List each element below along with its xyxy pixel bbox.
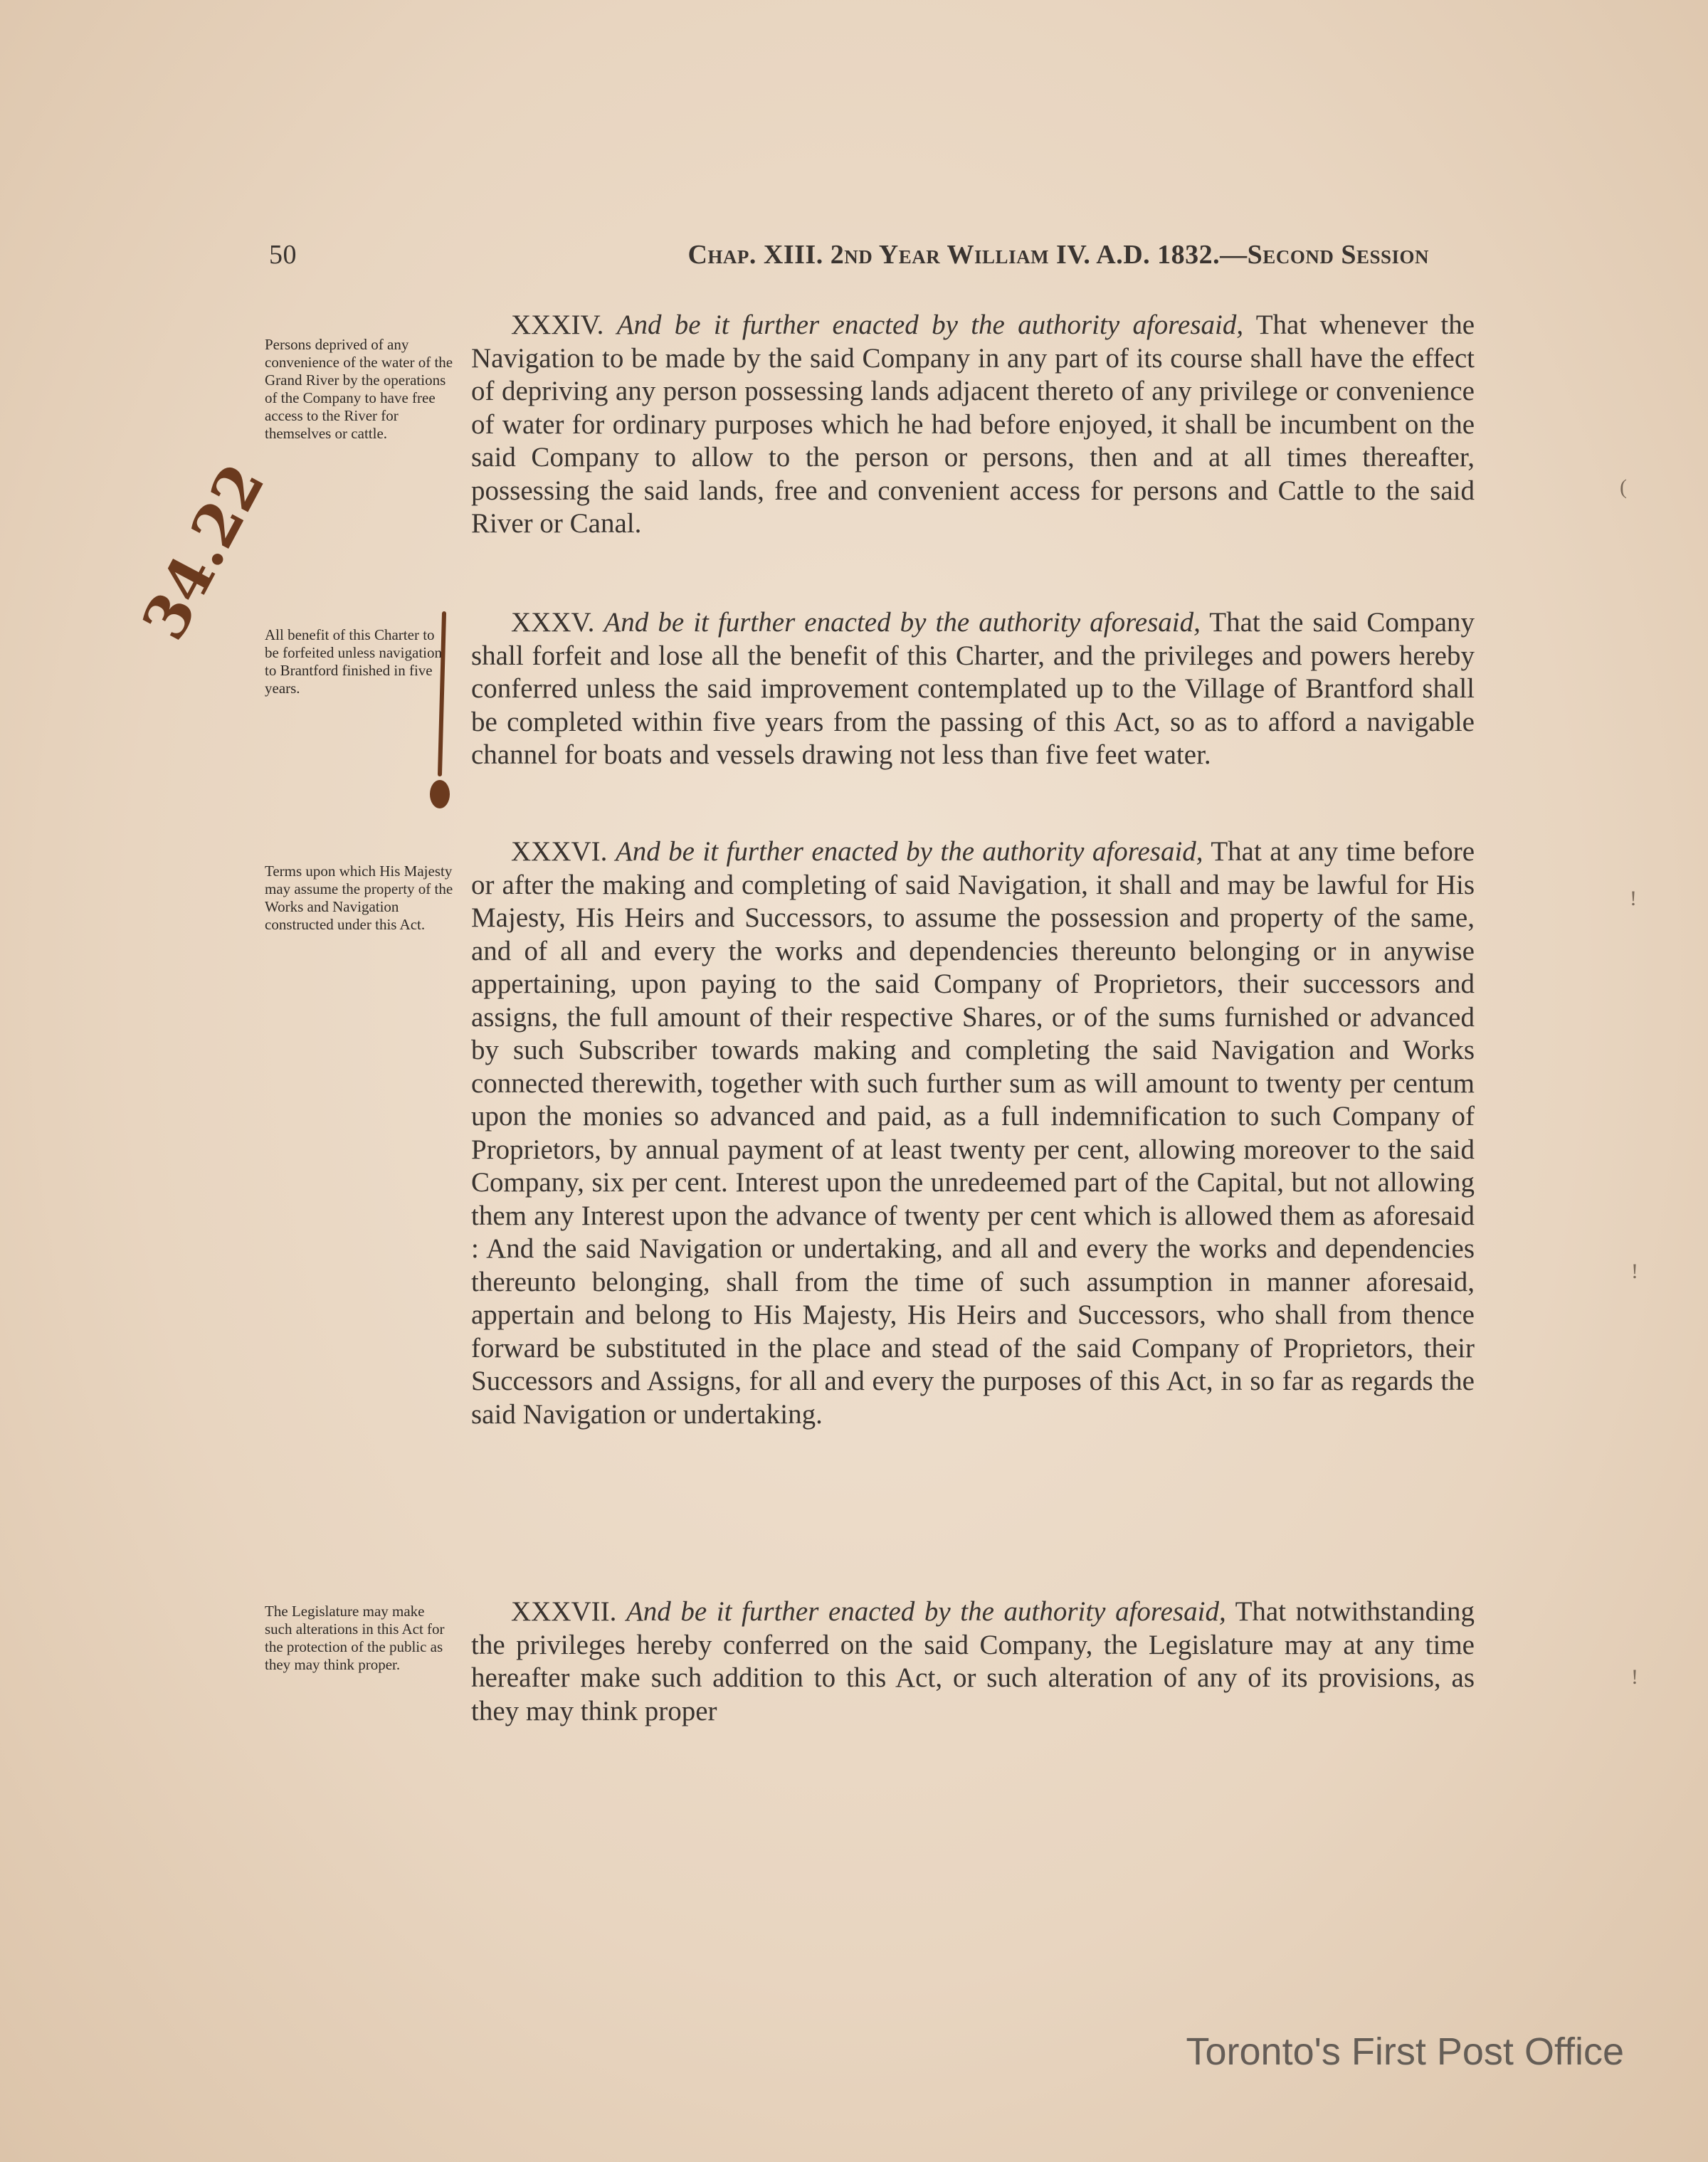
margin-note-xxxv: All benefit of this Charter to be forfeited unless navigation to Brantford finished in five years. <box>265 626 443 697</box>
enacting-clause: And be it further enacted by the authority aforesaid, <box>626 1596 1226 1627</box>
margin-note-xxxiv: Persons deprived of any convenience of the water of the Grand River by the operations of the Company to have free access to the River for themselves or cattle. <box>265 336 453 442</box>
section-xxxvi <box>471 835 1475 1431</box>
section-text: That notwithstanding the privileges hereby conferred on the said Company, the Legislature may at any time hereafter make such addition to this Act, or such alteration of any of its provisions, as they may think proper <box>471 1596 1475 1726</box>
handwritten-annotation: 34.22 <box>128 452 278 651</box>
section-text: That at any time before or after the making and completing of said Navigation, it shall and may be lawful for His Majesty, His Heirs and Successors, to assume the possession and property of the same, and of all and every the works and dependencies thereunto belonging or in anywise appertaining, upon paying to the said Company of Proprietors, their successors and assigns, the full amount of their respective Shares, or of the sums furnished or advanced by such Subscriber towards making and completing the said Navigation and Works connected therewith, together with such further sum as will amount to twenty per centum upon the monies so advanced and paid, as a full indemnification to such Company of Proprietors, by annual payment of at least twenty per cent, allowing moreover to the said Company, six per cent. Interest upon the unredeemed part of the Capital, but not allowing them any Interest upon the advance of twenty per cent which is allowed them as aforesaid : And the said Navigation or undertaking, and all and every the works and dependencies thereunto belonging, shall from the time of such assumption in manner aforesaid, appertain and belong to His Majesty, His Heirs and Successors, who shall from thence forward be substituted in the place and stead of the said Company of Proprietors, their Successors and Assigns, for all and every the purposes of this Act, in so far as regards the said Navigation or undertaking. <box>471 836 1475 1430</box>
binding-mark: ! <box>1631 1665 1638 1689</box>
handwritten-bracket-mark <box>427 611 455 824</box>
section-number: XXXIV. <box>511 310 604 340</box>
section-number: XXXV. <box>511 607 595 638</box>
section-text: That the said Company shall forfeit and lose all the benefit of this Charter, and the privileges and powers hereby conferred unless the said improvement contemplated up to the Village of Brantford shall be completed within five years from the passing of this Act, so as to afford a navigable channel for boats and vessels drawing not less than five feet water. <box>471 607 1475 770</box>
watermark: Toronto's First Post Office <box>1186 2030 1624 2073</box>
page-header <box>269 239 1429 282</box>
enacting-clause: And be it further enacted by the authority aforesaid, <box>615 836 1203 867</box>
enacting-clause: And be it further enacted by the authority aforesaid, <box>603 607 1201 638</box>
section-xxxv <box>471 606 1475 772</box>
margin-note-xxxvii: The Legislature may make such alterations in this Act for the protection of the public as they may think proper. <box>265 1603 445 1673</box>
running-title: Chap. XIII. 2nd Year William IV. A.D. 1832.—Second Session <box>687 240 1429 270</box>
section-number: XXXVI. <box>511 836 608 867</box>
binding-mark: ( <box>1620 475 1627 499</box>
section-text: That whenever the Navigation to be made by the said Company in any part of its course shall have the effect of depriving any person possessing lands adjacent thereto of any privilege or convenience of water for ordinary purposes which he had before enjoyed, it shall be incumbent on the said Company to allow to the person or persons, then and at all times thereafter, possessing the said lands, free and convenient access for persons and Cattle to the said River or Canal. <box>471 310 1475 539</box>
binding-mark: ! <box>1630 887 1637 910</box>
section-xxxvii <box>471 1596 1475 1728</box>
section-xxxiv <box>471 309 1475 541</box>
section-number: XXXVII. <box>511 1596 617 1627</box>
page-number: 50 <box>269 240 297 270</box>
binding-mark: ! <box>1631 1260 1638 1283</box>
margin-note-xxxvi: Terms upon which His Majesty may assume the property of the Works and Navigation constructed under this Act. <box>265 863 453 933</box>
enacting-clause: And be it further enacted by the authority aforesaid, <box>616 310 1244 340</box>
